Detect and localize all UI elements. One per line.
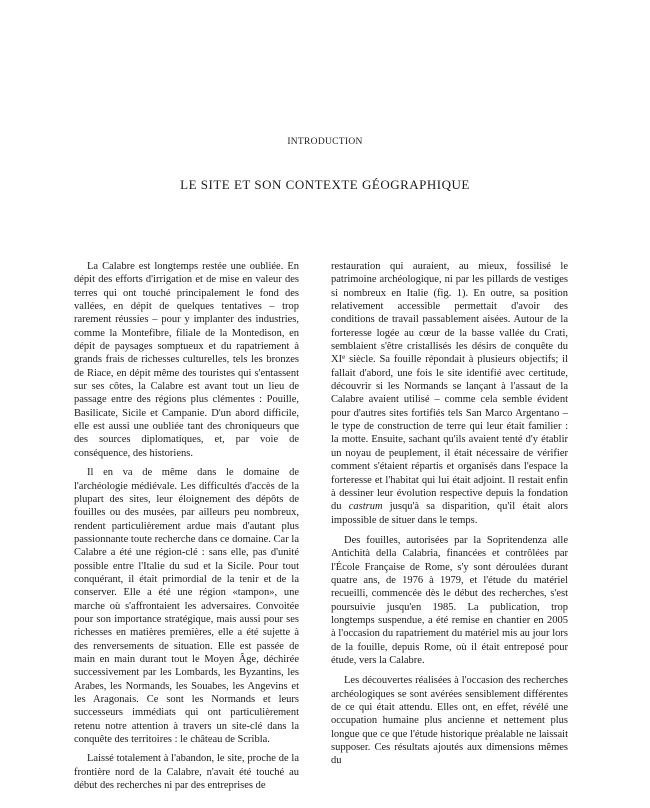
text-run: siècle. Sa fouille répondait à plusieurs objectifs; il fallait d'abord, une fois le site identifié avec certitude, découvrir si les Normands se lançant à l'assaut de la Calabre avaient utilisé – comme cela semble évident pour d'autres sites fortifiés tels San Marco Argentano – le type de construction de terre qui leur était familier : la motte. Ensuite, sachant qu'ils avaient tenté d'y établir un noyau de peuplement, il était nécessaire de vérifier comment s'étaient répartis et organisés dans l'espace la forteresse et l'habitat qui lui était adjoint. Il restait enfin à dessiner leur évolution respective depuis la fondation du [331,354,568,513]
italic-term: castrum [348,501,383,513]
paragraph: Des fouilles, autorisées par la Sopritendenza alle Antichità della Calabria, financées et contrôlées par l'École Française de Rome, s'y sont déroulées durant quatre ans, de 1976 à 1979, et l'étude du matériel recueilli, commencée dès le début des recherches, s'est poursuivie jusqu'en 1985. La publication, trop longtemps suspendue, a été remise en chantier en 2005 à l'occasion du rapatriement du matériel mis au jour lors de la fouille, depuis Rome, où il était entreposé pour étude, vers la Calabre. [331,534,568,666]
chapter-title: LE SITE ET SON CONTEXTE GÉOGRAPHIQUE [180,177,470,192]
running-head: INTRODUCTION [287,137,363,147]
paragraph: La Calabre est longtemps restée une oubliée. En dépit des efforts d'irrigation et de mise en valeur des terres qui ont touché principalement le fond des vallées, en dépit de quelques tentatives – trop rarement réussies – pour y implanter des industries, comme la Montefibre, filiale de la Montedison, en dépit de paysages somptueux et du rapatriement à grands frais de richesses culturelles, tels les bronzes de Riace, en dépit même des touristes qui s'entassent sur ses côtes, la Calabre est avant tout un lieu de passage entre des régions plus clémentes : Pouille, Basilicate, Sicile et Campanie. D'un abord difficile, elle est aussi une oubliée tant des chroniqueurs que des sources diplomatiques, et, par voie de conséquence, des historiens. [74,261,299,459]
paragraph: Il en va de même dans le domaine de l'archéologie médiévale. Les difficultés d'accès de la plupart des sites, leur éloignement des dépôts de fouilles ou des musées, par ailleurs peu nombreux, rendent particulièrement ardue mais d'autant plus passionnante toute recherche dans ce domaine. Car la Calabre a été une région-clé : sans elle, pas d'unité possible entre l'Italie du sud et la Sicile. Pour tout conquérant, il était primordial de la tenir et de la conserver. Elle a été une région «tampon», une marche où s'affrontaient les adversaires. Convoitée pour son importance stratégique, mais aussi pour ses richesses en matières premières, elle a été sujette à des renversements de situation. Elle est passée de main en main durant tout le Moyen Âge, déchirée successivement par les Lombards, les Byzantins, les Arabes, les Normands, les Souabes, les Angevins et les Aragonais. Ce sont les Normands et leurs successeurs immédiats qui ont particulièrement retenu notre attention à travers un site-clé dans la conquête des territoires : le château de Scribla. [74,467,299,746]
right-column [331,260,568,768]
paragraph: Les découvertes réalisées à l'occasion des recherches archéologiques se sont avérées sensiblement différentes de ce qui était attendu. Elles ont, en effet, révélé une occupation humaine plus ancienne et nettement plus longue que ce que l'étude historique préalable ne laissait supposer. Ces résultats ajoutés aux dimensions mêmes du [331,675,568,767]
paragraph: Laissé totalement à l'abandon, le site, proche de la frontière nord de la Calabre, n'avait été touché au début des recherches ni par des entreprises de [74,753,299,792]
paragraph-continued [331,260,568,527]
superscript: e [342,353,346,362]
left-column [74,260,299,792]
text-run: restauration qui auraient, au mieux, fossilisé le patrimoine archéologique, ni par les pillards de vestiges si nombreux en Italie (fig. 1). En outre, sa position relativement accessible permettait d'avoir des conditions de travail passablement aisées. Autour de la forteresse logée au cœur de la basse vallée du Crati, semblaient s'être cristallisés les désirs de conquête du XI [331,261,568,366]
text-run: jusqu'à sa disparition, qu'il était alors impossible de situer dans le temps. [331,501,568,526]
